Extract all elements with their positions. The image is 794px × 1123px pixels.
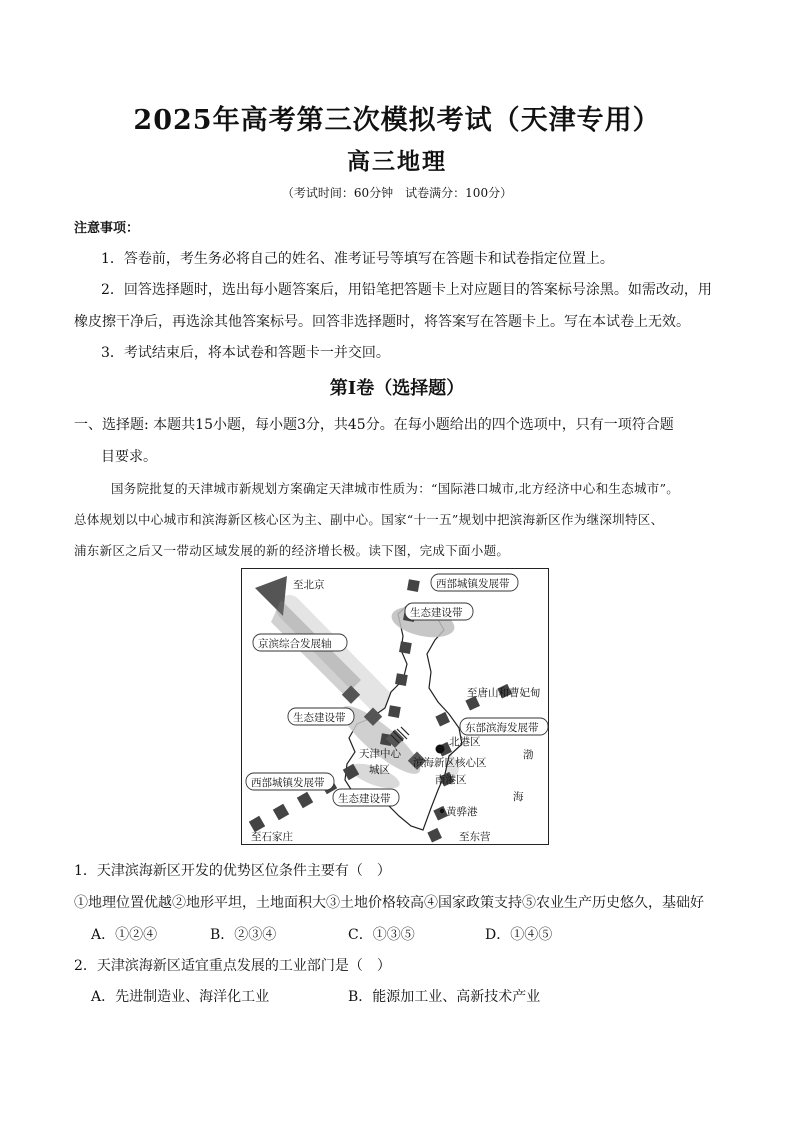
label-to-beijing: 至北京 — [293, 579, 325, 591]
label-south-port: 南港区 — [435, 774, 467, 786]
label-west-belt-bottom: 西部城镇发展带 — [251, 777, 325, 789]
binhai-core-dot — [436, 745, 445, 754]
passage-line-2: 总体规划以中心城市和滨海新区核心区为主、副中心。国家“十一五”规划中把滨海新区作为继深圳特区、 — [74, 512, 664, 527]
question-2-option-b[interactable]: B．能源加工业、高新技术产业 — [348, 989, 541, 1005]
label-to-tangshan: 至唐山和曹妃甸 — [467, 687, 541, 699]
label-huanghua-port: 黄骅港 — [446, 806, 478, 818]
label-tianjin-center-2: 城区 — [369, 764, 390, 776]
notice-heading: 注意事项： — [74, 221, 140, 236]
label-bo: 渤 — [523, 749, 534, 761]
question-2-stem: 2．天津滨海新区适宜重点发展的工业部门是（ ） — [74, 958, 391, 974]
section-instruction-line-2: 目要求。 — [101, 449, 157, 465]
label-jingbin-axis: 京滨综合发展轴 — [258, 638, 332, 650]
label-to-dongying: 至东营 — [459, 831, 491, 843]
notice-item-2-line-2: 橡皮擦干净后，再选涂其他答案标号。回答非选择题时，将答案写在答题卡上。写在本试卷上无效。 — [74, 314, 690, 330]
section-title: 第Ⅰ卷（选择题） — [329, 378, 465, 399]
label-to-shijiazhuang: 至石家庄 — [251, 831, 293, 843]
notice-item-1: 1．答卷前，考生务必将自己的姓名、准考证号等填写在答题卡和试卷指定位置上。 — [101, 251, 614, 267]
section-instruction-line-1: 一、选择题: 本题共15小题，每小题3分，共45分。在每小题给出的四个选项中，只有一项符合题 — [74, 417, 674, 433]
passage-line-1: 国务院批复的天津城市新规划方案确定天津城市性质为：“国际港口城市,北方经济中心和生态城市”。 — [111, 481, 680, 496]
question-2-option-a[interactable]: A．先进制造业、海洋化工业 — [91, 989, 270, 1005]
notice-item-3: 3．考试结束后，将本试卷和答题卡一并交回。 — [101, 345, 390, 361]
passage-line-3: 浦东新区之后又一带动区域发展的新的经济增长极。读下图，完成下面小题。 — [74, 543, 510, 558]
label-eco-belt-bottom: 生态建设带 — [338, 793, 391, 805]
question-1-option-b[interactable]: B．②③④ — [210, 927, 277, 943]
question-1-option-a[interactable]: A．①②④ — [91, 927, 158, 943]
label-west-belt-top: 西部城镇发展带 — [436, 578, 510, 590]
label-north-port: 北港区 — [449, 736, 481, 748]
label-tianjin-center-1: 天津中心 — [359, 748, 401, 760]
exam-subject: 高三地理 — [347, 148, 447, 175]
question-1-stem: 1．天津滨海新区开发的优势区位条件主要有（ ） — [74, 863, 391, 879]
exam-title: 2025年高考第三次模拟考试（天津专用） — [133, 105, 661, 136]
huanghua-port-dot — [440, 809, 444, 813]
question-1-conditions: ①地理位置优越②地形平坦，土地面积大③土地价格较高④国家政策支持⑤农业生产历史悠久，基础好 — [74, 895, 704, 911]
exam-time-and-score: （考试时间：60分钟 试卷满分：100分） — [281, 186, 513, 200]
label-binhai-core: 滨海新区核心区 — [413, 757, 487, 769]
notice-item-2-line-1: 2．回答选择题时，选出每小题答案后，用铅笔把答题卡上对应题目的答案标号涂黑。如需改动，用 — [101, 282, 712, 298]
label-eco-belt-mid: 生态建设带 — [293, 712, 346, 724]
question-1-option-d[interactable]: D．①④⑤ — [485, 927, 553, 943]
question-1-option-c[interactable]: C．①③⑤ — [348, 927, 415, 943]
label-east-coast-belt: 东部滨海发展带 — [465, 722, 539, 734]
label-eco-belt-top: 生态建设带 — [410, 607, 463, 619]
tianjin-planning-map — [241, 568, 549, 845]
label-hai: 海 — [513, 791, 524, 803]
